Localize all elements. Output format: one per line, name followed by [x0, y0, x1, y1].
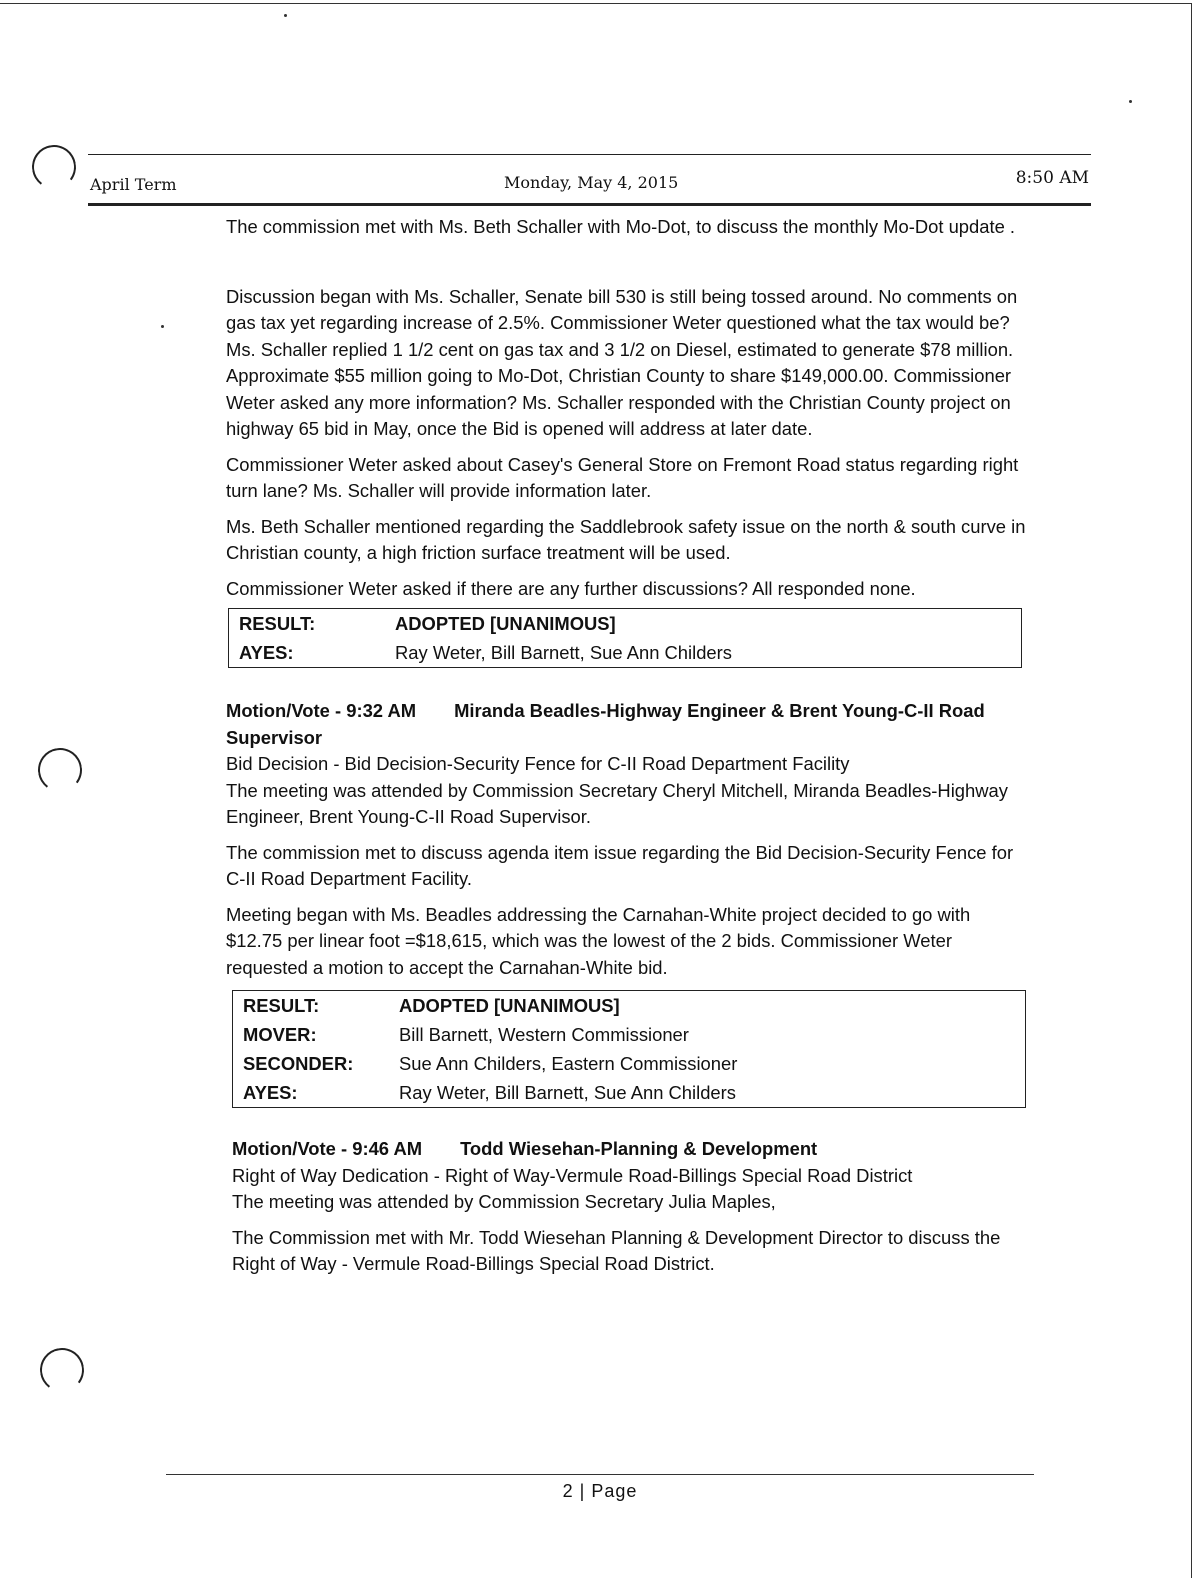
motion-time: 9:46 AM	[352, 1138, 423, 1159]
ayes-row	[233, 1078, 1026, 1108]
mover-row	[233, 1020, 1026, 1049]
seconder-row	[233, 1049, 1026, 1078]
page-number: 2 | Page	[562, 1481, 638, 1501]
ayes-label: AYES:	[243, 1082, 298, 1103]
punch-hole-middle	[35, 745, 85, 795]
footer-rule	[166, 1474, 1034, 1475]
section2-paragraph: Meeting began with Ms. Beadles addressing the Carnahan-White project decided to go with $12.75 per linear foot =$18,615, which was the lowest of the 2 bids. Commissioner Weter requested a motion to accept the Carnahan-White bid.	[226, 903, 971, 978]
result-value: ADOPTED [UNANIMOUS]	[399, 995, 620, 1016]
page-border-top	[0, 3, 1192, 4]
section1-paragraph: Commissioner Weter asked if there are any further discussions? All responded none.	[226, 577, 916, 599]
mover-label: MOVER:	[243, 1024, 317, 1045]
motion-time: 9:32 AM	[346, 700, 417, 721]
ayes-value: Ray Weter, Bill Barnett, Sue Ann Childers	[399, 1082, 736, 1103]
page-header	[88, 154, 1091, 206]
section1-paragraph: Commissioner Weter asked about Casey's General Store on Fremont Road status regarding right turn lane? Ms. Schaller will provide information later.	[226, 453, 1019, 501]
seconder-value: Sue Ann Childers, Eastern Commissioner	[399, 1053, 738, 1074]
punch-hole-top	[29, 142, 79, 192]
header-date: Monday, May 4, 2015	[504, 173, 679, 192]
motion-label: Motion/Vote -	[226, 700, 342, 721]
vote-result-box	[232, 990, 1026, 1108]
scan-speck	[1129, 100, 1132, 103]
attendance-line: The meeting was attended by Commission Secretary Cheryl Mitchell, Miranda Beadles-Highway Engineer, Brent Young-C-II Road Supervisor.	[226, 779, 1008, 827]
section1-intro: The commission met with Ms. Beth Schaller with Mo-Dot, to discuss the monthly Mo-Dot update .	[226, 216, 1016, 237]
result-value: ADOPTED [UNANIMOUS]	[395, 613, 616, 634]
ayes-value: Ray Weter, Bill Barnett, Sue Ann Childers	[395, 642, 732, 663]
right-of-way-line: Right of Way Dedication - Right of Way-Vermule Road-Billings Special Road District	[232, 1164, 913, 1186]
bid-decision-line: Bid Decision - Bid Decision-Security Fence for C-II Road Department Facility	[226, 753, 850, 774]
section1-paragraph: Discussion began with Ms. Schaller, Senate bill 530 is still being tossed around. No comments on gas tax yet regarding increase of 2.5%. Commissioner Weter questioned what the tax would be? Ms. Schaller replied 1 1/2 cent on gas tax and 3 1/2 on Diesel, estimated to generate $78 million. Approximate $55 million going to Mo-Dot, Christian County to share $149,000.00. Commissioner Weter asked any more information? Ms. Schaller responded with the Christian County project on highway 65 bid in May, once the Bid is opened will address at later date.	[226, 285, 1018, 439]
result-label: RESULT:	[239, 613, 316, 634]
scan-speck	[161, 325, 164, 328]
result-label: RESULT:	[243, 995, 320, 1016]
motion-title: Miranda Beadles-Highway Engineer & Brent Young-C-II Road Supervisor	[226, 700, 985, 748]
vote-result-box	[228, 608, 1022, 668]
result-row	[233, 991, 1026, 1021]
header-time: 8:50 AM	[1015, 168, 1089, 188]
result-row	[229, 609, 1022, 639]
mover-value: Bill Barnett, Western Commissioner	[399, 1024, 689, 1045]
motion-title: Todd Wiesehan-Planning & Development	[460, 1138, 818, 1159]
page-border-right	[1191, 3, 1192, 1578]
motion-heading	[232, 1136, 1026, 1163]
header-term: April Term	[90, 175, 177, 194]
section3-paragraph: The Commission met with Mr. Todd Wiesehan Planning & Development Director to discuss the Right of Way - Vermule Road-Billings Special Road District.	[232, 1226, 1001, 1274]
ayes-label: AYES:	[239, 642, 294, 663]
section1-paragraph: Ms. Beth Schaller mentioned regarding the Saddlebrook safety issue on the north & south curve in Christian county, a high friction surface treatment will be used.	[226, 515, 1026, 563]
scan-speck	[284, 14, 287, 17]
ayes-row	[229, 638, 1022, 668]
section2-paragraph: The commission met to discuss agenda item issue regarding the Bid Decision-Security Fence for C-II Road Department Facility.	[226, 841, 1014, 889]
motion-label: Motion/Vote -	[232, 1138, 348, 1159]
seconder-label: SECONDER:	[243, 1053, 354, 1074]
motion-heading	[226, 698, 1026, 751]
punch-hole-bottom	[37, 1345, 87, 1395]
attendance-line: The meeting was attended by Commission Secretary Julia Maples,	[232, 1191, 776, 1212]
document-body	[226, 214, 1026, 1287]
